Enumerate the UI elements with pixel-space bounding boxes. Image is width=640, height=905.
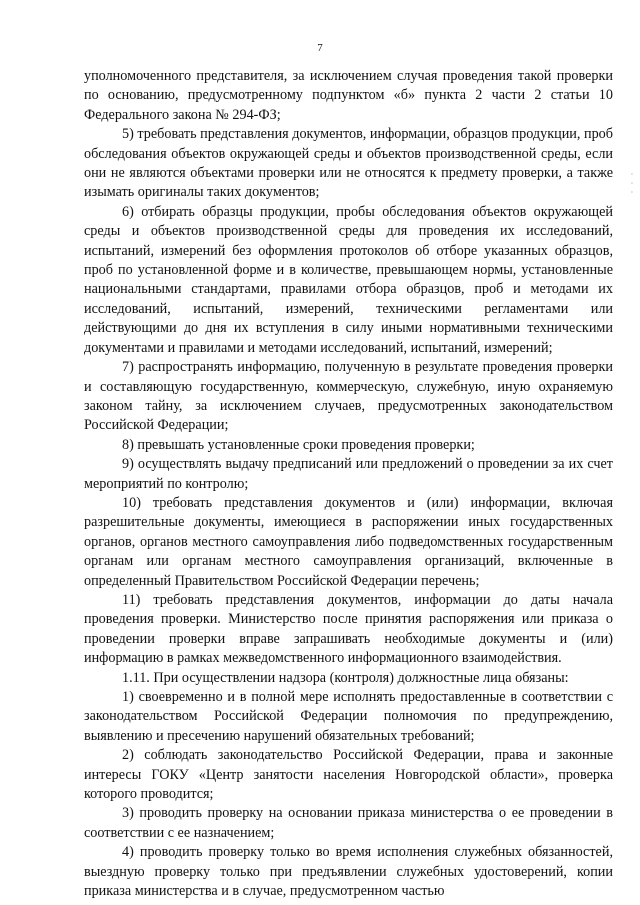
- page-number: 7: [317, 42, 323, 54]
- paragraph: 10) требовать представления документов и (или) информации, включая разрешительные документы, имеющиеся в распоряжении иных государственных органов, органов местного самоуправления либо подведомственных государственным органам или органам местного самоуправления организаций, включенные в определенный Правительством Российской Федерации перечень;: [84, 494, 613, 589]
- paragraph: 4) проводить проверку только во время исполнения служебных обязанностей, выездную проверку только при предъявлении служебных удостоверений, копии приказа министерства и в случае, предусмотренном частью: [84, 844, 613, 900]
- scan-margin-marks: · · ·: [630, 170, 634, 197]
- paragraph: 8) превышать установленные сроки проведения проверки;: [122, 436, 475, 453]
- document-body: [84, 67, 613, 901]
- paragraph: 9) осуществлять выдачу предписаний или предложений о проведении за их счет мероприятий по контролю;: [84, 456, 613, 492]
- paragraph: 2) соблюдать законодательство Российской Федерации, права и законные интересы ГОКУ «Центр занятости населения Новгородской области», проверка которого проводится;: [84, 747, 613, 803]
- paragraph: 7) распространять информацию, полученную в результате проведения проверки и составляющую государственную, коммерческую, служебную, иную охраняемую законом тайну, за исключением случаев, предусмотренных законодательством Российской Федерации;: [84, 359, 613, 434]
- paragraph: уполномоченного представителя, за исключением случая проведения такой проверки по основанию, предусмотренному подпунктом «б» пункта 2 части 2 статьи 10 Федерального закона № 294-ФЗ;: [84, 68, 613, 123]
- paragraph: 6) отбирать образцы продукции, пробы обследования объектов окружающей среды и объектов производственной среды для проведения их исследований, испытаний, измерений без оформления протоколов об отборе указанных образцов, проб по установленной форме и в количестве, превышающем нормы, установленные национальными стандартами, правилами отбора образцов, проб и методами их исследований, испытаний, измерений, техническими регламентами или действующими до дня их вступления в силу иными нормативными техническими документами и правилами и методами исследований, испытаний, измерений;: [84, 203, 613, 356]
- paragraph: 5) требовать представления документов, информации, образцов продукции, проб обследования объектов окружающей среды и объектов производственной среды, если они не являются объектами проверки или не относятся к предмету проверки, а также изымать оригиналы таких документов;: [84, 126, 613, 201]
- section-heading: 1.11. При осуществлении надзора (контроля) должностные лица обязаны:: [122, 669, 569, 686]
- paragraph: 3) проводить проверку на основании приказа министерства о ее проведении в соответствии с ее назначением;: [84, 805, 613, 841]
- paragraph: 11) требовать представления документов, информации до даты начала проведения проверки. Министерство после принятия распоряжения или приказа о проведении проверки вправе запрашивать необходимые документы и (или) информацию в рамках межведомственного информационного взаимодействия.: [84, 591, 613, 667]
- paragraph: 1) своевременно и в полной мере исполнять предоставленные в соответствии с законодательством Российской Федерации полномочия по предупреждению, выявлению и пресечению нарушений обязательных требований;: [84, 689, 613, 744]
